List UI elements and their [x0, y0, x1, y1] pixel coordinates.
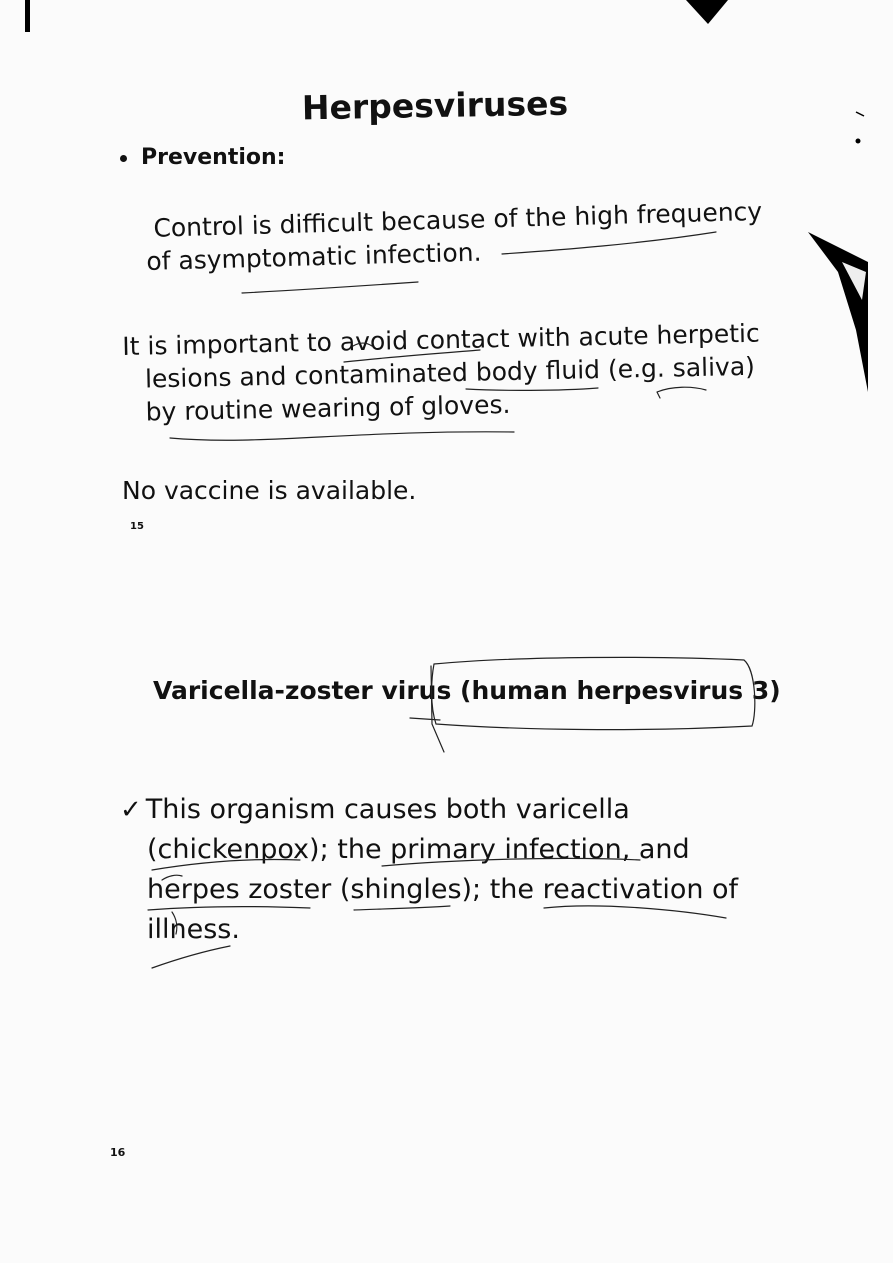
underline-reactivation: [544, 906, 726, 918]
arrow-tick: [410, 718, 440, 720]
underline-saliva: [657, 387, 706, 398]
paragraph-line: (chickenpox); the primary infection, and: [147, 834, 690, 865]
underline-chickenpox: [152, 859, 300, 870]
mark-contaminated: [353, 343, 372, 346]
underline-primary-infection: [382, 858, 640, 866]
prevention-heading-text: Prevention:: [141, 145, 286, 170]
circle-hhv3: [432, 657, 755, 729]
underline-asymptomatic: [242, 282, 418, 293]
paragraph-line: of asymptomatic infection.: [145, 237, 482, 276]
underline-avoid-contact: [344, 350, 480, 362]
underline-high-frequency: [502, 232, 716, 254]
mark-illness: [172, 912, 177, 934]
checkmark-icon: ✓: [120, 795, 142, 825]
page-number: 16: [110, 1146, 126, 1159]
underline-body-fluid: [466, 388, 598, 390]
mark-herpes: [162, 875, 182, 880]
page-number: 15: [130, 521, 144, 532]
paragraph-line: It is important to avoid contact with acute herpetic: [122, 318, 761, 361]
paragraph-line: by routine wearing of gloves.: [145, 389, 511, 427]
paragraph-line: lesions and contaminated body fluid (e.g. saliva): [144, 351, 756, 394]
paragraph-line: ✓ This organism causes both varicella: [120, 794, 630, 825]
underline-illness: [152, 946, 230, 968]
paragraph-line: illness.: [147, 914, 240, 945]
paragraph-vaccine: No vaccine is available.: [122, 476, 417, 505]
underline-gloves: [170, 432, 514, 440]
underline-shingles: [354, 906, 450, 910]
paragraph-line: Control is difficult because of the high frequency: [153, 196, 763, 243]
page-title: Herpesviruses: [301, 83, 569, 128]
underline-herpes-zoster: [148, 907, 310, 910]
section-subtitle: Varicella-zoster virus (human herpesvirus 3): [153, 676, 781, 705]
paragraph-line: herpes zoster (shingles); the reactivation of: [147, 874, 739, 905]
